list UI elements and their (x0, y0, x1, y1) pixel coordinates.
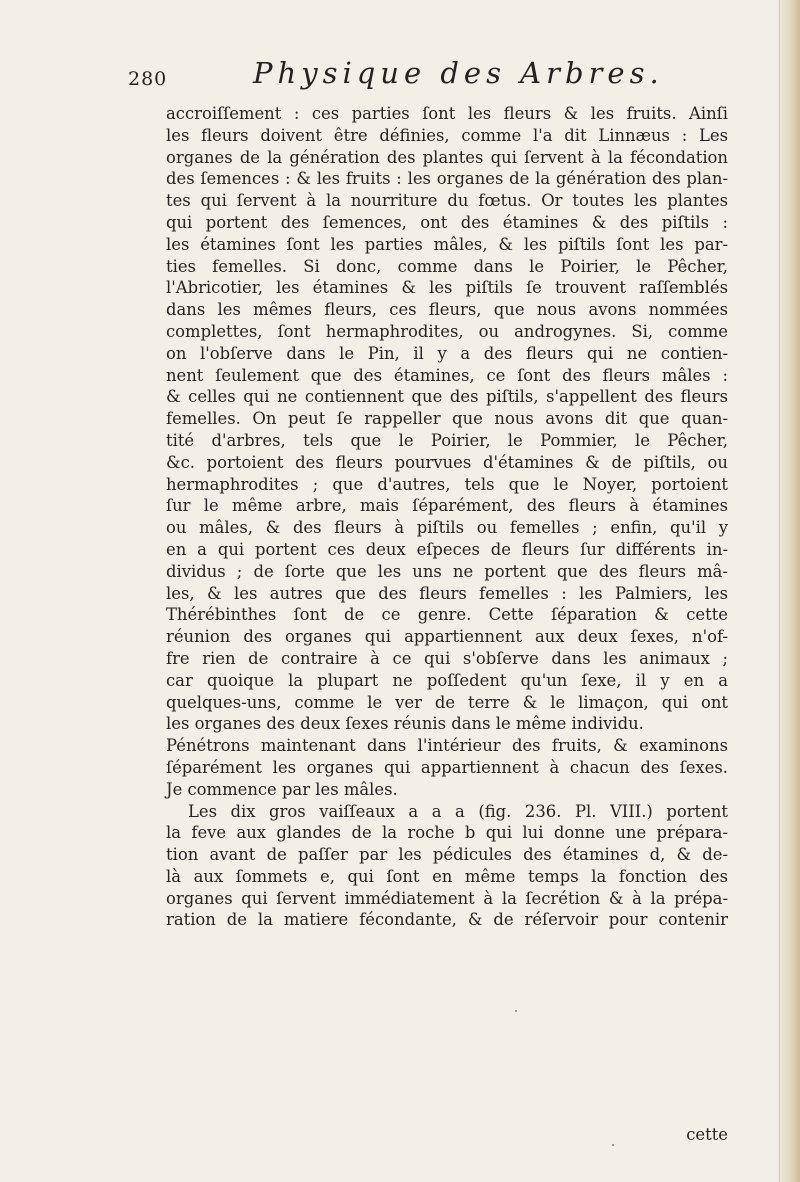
text-line: accroiſſement : ces parties ſont les fleurs & les fruits. Ainſi (166, 104, 728, 123)
text-line: les fleurs doivent être définies, comme l'a dit Linnæus : Les (166, 125, 728, 145)
body-text (166, 103, 728, 931)
text-line: Pénétrons maintenant dans l'intérieur des fruits, & examinons (166, 736, 728, 756)
text-line: tion avant de paſſer par les pédicules des étamines d, & de- (166, 845, 728, 865)
text-line: Je commence par les mâles. (166, 779, 398, 799)
text-line: des ſemences : & les fruits : les organes de la génération des plan- (166, 169, 728, 189)
running-title: Physique des Arbres. (253, 56, 664, 90)
text-line: les étamines ſont les parties mâles, & les piſtils ſont les par- (166, 234, 728, 254)
paragraph-start-line: Les dix gros vaiſſeaux a a a (fig. 236. Pl. VIII.) portent (188, 801, 728, 821)
text-line: ration de la matiere fécondante, & de réſervoir pour contenir (166, 910, 728, 930)
text-line: fre rien de contraire à ce qui s'obſerve dans les animaux ; (166, 648, 728, 668)
text-line: l'Abricotier, les étamines & les piſtils ſe trouvent raſſemblés (166, 278, 728, 298)
paper-speck (515, 1010, 517, 1012)
text-line: réunion des organes qui appartiennent aux deux ſexes, n'of- (166, 627, 728, 647)
text-line: organes de la génération des plantes qui ſervent à la fécondation (166, 147, 728, 167)
catchword: cette (686, 1125, 728, 1144)
text-line: tité d'arbres, tels que le Poirier, le Pommier, le Pêcher, (166, 430, 728, 450)
text-line: ſéparément les organes qui appartiennent à chacun des ſexes. (166, 757, 728, 777)
text-line: car quoique la plupart ne poſſedent qu'un ſexe, il y en a (166, 670, 728, 690)
text-line: &c. portoient des fleurs pourvues d'étamines & de piſtils, ou (166, 452, 728, 472)
text-line: ſur le même arbre, mais ſéparément, des fleurs à étamines (166, 496, 728, 516)
page-header (128, 56, 728, 96)
text-line: hermaphrodites ; que d'autres, tels que le Noyer, portoient (166, 474, 728, 494)
page-edge (778, 0, 800, 1182)
text-line: ou mâles, & des fleurs à piſtils ou femelles ; enfin, qu'il y (166, 518, 728, 538)
text-line: ties femelles. Si donc, comme dans le Poirier, le Pêcher, (166, 256, 728, 276)
text-line: tes qui ſervent à la nourriture du fœtus. Or toutes les plantes (166, 191, 728, 211)
text-line: là aux ſommets e, qui ſont en même temps la fonction des (166, 866, 728, 886)
text-line: les, & les autres que des fleurs femelles : les Palmiers, les (166, 583, 728, 603)
page-edge-line (779, 0, 780, 1182)
text-line: la feve aux glandes de la roche b qui lui donne une prépara- (166, 823, 728, 843)
text-line: en a qui portent ces deux eſpeces de fleurs ſur différents in- (166, 539, 728, 559)
text-line: complettes, ſont hermaphrodites, ou androgynes. Si, comme (166, 321, 728, 341)
text-line: nent ſeulement que des étamines, ce ſont des fleurs mâles : (166, 365, 728, 385)
text-line: organes qui ſervent immédiatement à la ſecrétion & à la prépa- (166, 888, 728, 908)
text-line: qui portent des ſemences, ont des étamines & des piſtils : (166, 212, 728, 232)
page-number: 280 (128, 68, 168, 90)
text-line: les organes des deux ſexes réunis dans le même individu. (166, 714, 644, 734)
text-line: Thérébinthes ſont de ce genre. Cette ſéparation & cette (166, 605, 728, 625)
text-line: femelles. On peut ſe rappeller que nous avons dit que quan- (166, 409, 728, 429)
text-line: dans les mêmes fleurs, ces fleurs, que nous avons nommées (166, 300, 728, 320)
text-line: on l'obſerve dans le Pin, il y a des fleurs qui ne contien- (166, 343, 728, 363)
text-line: quelques-uns, comme le ver de terre & le limaçon, qui ont (166, 692, 728, 712)
text-line: & celles qui ne contiennent que des piſtils, s'appellent des fleurs (166, 387, 728, 407)
paper-speck (612, 1144, 614, 1146)
text-line: dividus ; de ſorte que les uns ne portent que des fleurs mâ- (166, 561, 728, 581)
